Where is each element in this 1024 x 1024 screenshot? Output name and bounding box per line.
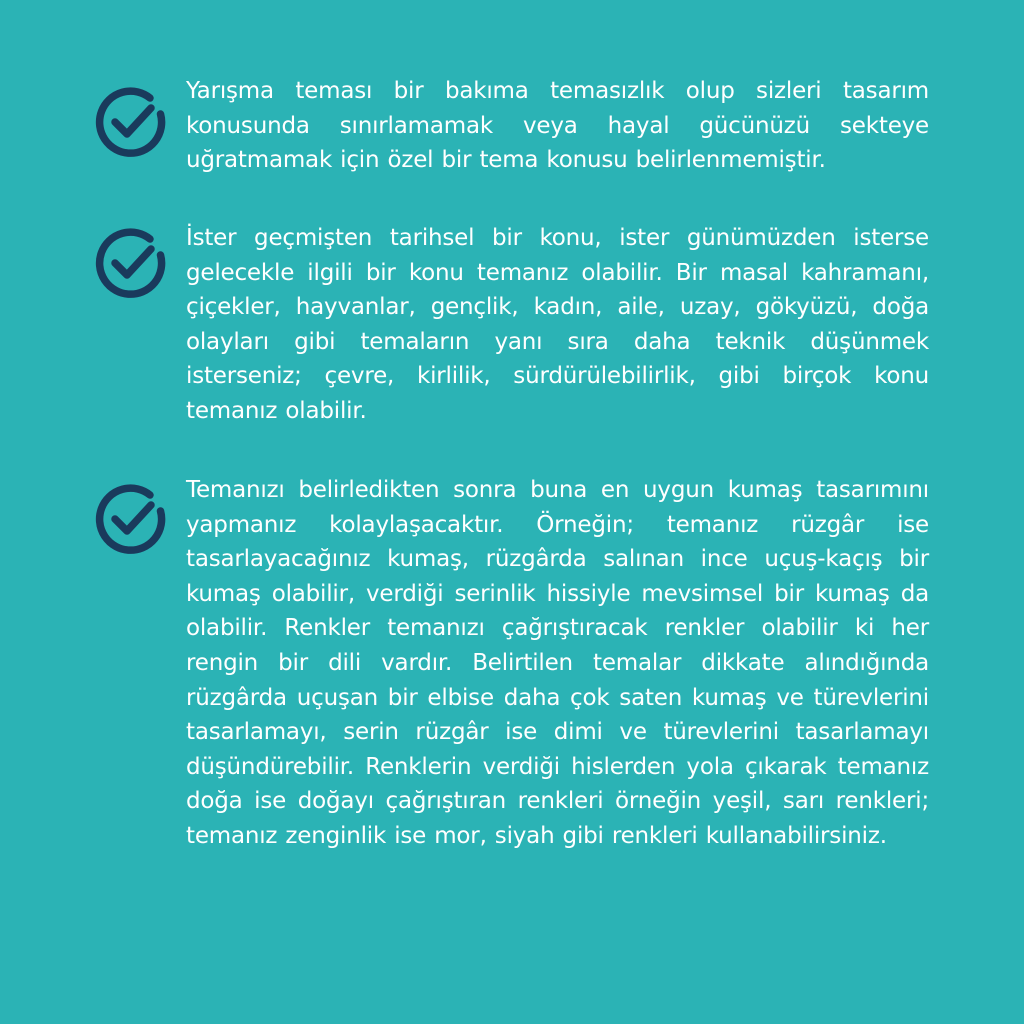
- check-circle-icon: [93, 84, 169, 160]
- paragraph-text: Yarışma teması bir bakıma temasızlık olup sizleri tasarım konusunda sınırlamamak veya hayal gücünüzü sekteye uğratmamak için özel bir tema konusu belirlenmemiştir.: [186, 78, 929, 174]
- check-circle-icon: [93, 225, 169, 301]
- paragraph-text: İster geçmişten tarihsel bir konu, ister günümüzden isterse gelecekle ilgili bir konu temanız olabilir. Bir masal kahramanı, çiçekler, hayvanlar, gençlik, kadın, aile, uzay, gökyüzü, doğa olayları gibi temaların yanı sıra daha teknik düşünmek isterseniz; çevre, kirlilik, sürdürülebilirlik, gibi birçok konu temanız olabilir.: [186, 225, 929, 424]
- paragraph-text: Temanızı belirledikten sonra buna en uygun kumaş tasarımını yapmanız kolaylaşacaktır. Örneğin; temanız rüzgâr ise tasarlayacağınız kumaş, rüzgârda salınan ince uçuş-kaçış bir kumaş olabilir, verdiği serinlik hissiyle mevsimsel bir kumaş da olabilir. Renkler temanızı çağrıştıracak renkler olabilir ki her rengin bir dili vardır. Belirtilen temalar dikkate alındığında rüzgârda uçuşan bir elbise daha çok saten kumaş ve türevlerini tasarlamayı, serin rüzgâr ise dimi ve türevlerini tasarlamayı düşündürebilir. Renklerin verdiği hislerden yola çıkarak temanız doğa ise doğayı çağrıştıran renkleri örneğin yeşil, sarı renkleri; temanız zenginlik ise mor, siyah gibi renkleri kullanabilirsiniz.: [186, 477, 929, 849]
- check-circle-icon: [93, 481, 169, 557]
